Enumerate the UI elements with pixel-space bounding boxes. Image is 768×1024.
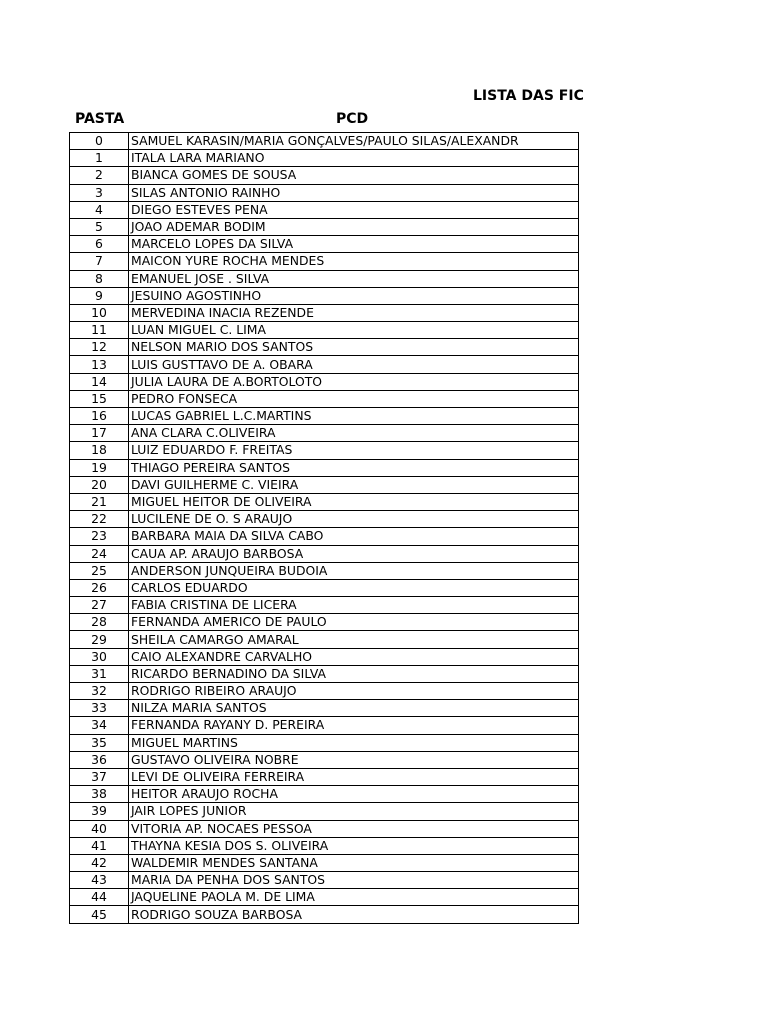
table-row <box>70 442 579 459</box>
table-row <box>70 665 579 682</box>
pasta-number-cell: 10 <box>70 304 129 321</box>
table-row <box>70 889 579 906</box>
pcd-name-cell: RODRIGO SOUZA BARBOSA <box>129 906 579 923</box>
table-row <box>70 218 579 235</box>
table-row <box>70 459 579 476</box>
pasta-number-cell: 41 <box>70 837 129 854</box>
table-row <box>70 837 579 854</box>
pasta-number-cell: 45 <box>70 906 129 923</box>
pcd-name-cell: SILAS ANTONIO RAINHO <box>129 184 579 201</box>
pcd-name-cell: LUAN MIGUEL C. LIMA <box>129 322 579 339</box>
pcd-name-cell: THAYNA KESIA DOS S. OLIVEIRA <box>129 837 579 854</box>
pcd-name-cell: DAVI GUILHERME C. VIEIRA <box>129 476 579 493</box>
pasta-number-cell: 30 <box>70 648 129 665</box>
pcd-name-cell: JULIA LAURA DE A.BORTOLOTO <box>129 373 579 390</box>
pasta-number-cell: 37 <box>70 768 129 785</box>
pcd-name-cell: NELSON MARIO DOS SANTOS <box>129 339 579 356</box>
pasta-number-cell: 42 <box>70 854 129 871</box>
pcd-name-cell: SHEILA CAMARGO AMARAL <box>129 631 579 648</box>
pcd-name-cell: CAUA AP. ARAUJO BARBOSA <box>129 545 579 562</box>
pcd-name-cell: MAICON YURE ROCHA MENDES <box>129 253 579 270</box>
pcd-name-cell: CARLOS EDUARDO <box>129 579 579 596</box>
table-row <box>70 683 579 700</box>
pcd-name-cell: EMANUEL JOSE . SILVA <box>129 270 579 287</box>
table-row <box>70 184 579 201</box>
pcd-name-cell: NILZA MARIA SANTOS <box>129 700 579 717</box>
pcd-name-cell: ITALA LARA MARIANO <box>129 150 579 167</box>
pasta-number-cell: 18 <box>70 442 129 459</box>
pcd-name-cell: ANDERSON JUNQUEIRA BUDOIA <box>129 562 579 579</box>
pasta-number-cell: 0 <box>70 133 129 150</box>
table-row <box>70 339 579 356</box>
pasta-number-cell: 23 <box>70 528 129 545</box>
table-row <box>70 150 579 167</box>
table-row <box>70 408 579 425</box>
table-row <box>70 786 579 803</box>
table-row <box>70 700 579 717</box>
pasta-number-cell: 21 <box>70 493 129 510</box>
table-row <box>70 562 579 579</box>
table-body <box>70 133 579 924</box>
pcd-name-cell: LUCILENE DE O. S ARAUJO <box>129 511 579 528</box>
pcd-name-cell: RICARDO BERNADINO DA SILVA <box>129 665 579 682</box>
table-row <box>70 579 579 596</box>
pcd-name-cell: MIGUEL MARTINS <box>129 734 579 751</box>
column-header-pcd: PCD <box>336 111 369 127</box>
pcd-name-cell: FERNANDA AMERICO DE PAULO <box>129 614 579 631</box>
pasta-number-cell: 25 <box>70 562 129 579</box>
pcd-name-cell: SAMUEL KARASIN/MARIA GONÇALVES/PAULO SILAS/ALEXANDR <box>129 133 579 150</box>
pcd-name-cell: MERVEDINA INACIA REZENDE <box>129 304 579 321</box>
pasta-number-cell: 26 <box>70 579 129 596</box>
pasta-number-cell: 1 <box>70 150 129 167</box>
fichas-table <box>69 132 579 924</box>
pasta-number-cell: 35 <box>70 734 129 751</box>
pasta-number-cell: 9 <box>70 287 129 304</box>
pasta-number-cell: 36 <box>70 751 129 768</box>
table-row <box>70 751 579 768</box>
pasta-number-cell: 39 <box>70 803 129 820</box>
table-row <box>70 356 579 373</box>
table-row <box>70 631 579 648</box>
pasta-number-cell: 3 <box>70 184 129 201</box>
pasta-number-cell: 28 <box>70 614 129 631</box>
table-row <box>70 648 579 665</box>
pasta-number-cell: 2 <box>70 167 129 184</box>
pcd-name-cell: PEDRO FONSECA <box>129 390 579 407</box>
table-row <box>70 545 579 562</box>
pcd-name-cell: LUIS GUSTTAVO DE A. OBARA <box>129 356 579 373</box>
pasta-number-cell: 19 <box>70 459 129 476</box>
table-row <box>70 614 579 631</box>
pcd-name-cell: VITORIA AP. NOCAES PESSOA <box>129 820 579 837</box>
table-row <box>70 493 579 510</box>
table-row <box>70 803 579 820</box>
pcd-name-cell: JOAO ADEMAR BODIM <box>129 218 579 235</box>
pasta-number-cell: 24 <box>70 545 129 562</box>
pcd-name-cell: LUCAS GABRIEL L.C.MARTINS <box>129 408 579 425</box>
table-row <box>70 717 579 734</box>
pasta-number-cell: 17 <box>70 425 129 442</box>
pcd-name-cell: CAIO ALEXANDRE CARVALHO <box>129 648 579 665</box>
pcd-name-cell: JAQUELINE PAOLA M. DE LIMA <box>129 889 579 906</box>
pasta-number-cell: 33 <box>70 700 129 717</box>
table-row <box>70 854 579 871</box>
table-row <box>70 287 579 304</box>
table-row <box>70 304 579 321</box>
pasta-number-cell: 29 <box>70 631 129 648</box>
pasta-number-cell: 20 <box>70 476 129 493</box>
pcd-name-cell: LEVI DE OLIVEIRA FERREIRA <box>129 768 579 785</box>
pcd-name-cell: FABIA CRISTINA DE LICERA <box>129 597 579 614</box>
table-row <box>70 872 579 889</box>
pasta-number-cell: 34 <box>70 717 129 734</box>
pasta-number-cell: 22 <box>70 511 129 528</box>
pcd-name-cell: MARCELO LOPES DA SILVA <box>129 236 579 253</box>
pcd-name-cell: DIEGO ESTEVES PENA <box>129 201 579 218</box>
pcd-name-cell: THIAGO PEREIRA SANTOS <box>129 459 579 476</box>
table-row <box>70 528 579 545</box>
pasta-number-cell: 7 <box>70 253 129 270</box>
pcd-name-cell: WALDEMIR MENDES SANTANA <box>129 854 579 871</box>
pcd-name-cell: MARIA DA PENHA DOS SANTOS <box>129 872 579 889</box>
pasta-number-cell: 13 <box>70 356 129 373</box>
pasta-number-cell: 44 <box>70 889 129 906</box>
pcd-name-cell: JESUINO AGOSTINHO <box>129 287 579 304</box>
table-row <box>70 734 579 751</box>
table-row <box>70 167 579 184</box>
pasta-number-cell: 32 <box>70 683 129 700</box>
table-row <box>70 768 579 785</box>
pasta-number-cell: 38 <box>70 786 129 803</box>
table-row <box>70 390 579 407</box>
table-row <box>70 253 579 270</box>
pasta-number-cell: 4 <box>70 201 129 218</box>
table-row <box>70 511 579 528</box>
pasta-number-cell: 31 <box>70 665 129 682</box>
table-row <box>70 373 579 390</box>
pasta-number-cell: 6 <box>70 236 129 253</box>
pasta-number-cell: 5 <box>70 218 129 235</box>
column-header-pasta: PASTA <box>75 111 125 127</box>
pasta-number-cell: 16 <box>70 408 129 425</box>
pasta-number-cell: 14 <box>70 373 129 390</box>
pcd-name-cell: HEITOR ARAUJO ROCHA <box>129 786 579 803</box>
pasta-number-cell: 15 <box>70 390 129 407</box>
table-row <box>70 597 579 614</box>
table-row <box>70 906 579 923</box>
table-row <box>70 476 579 493</box>
table-row <box>70 425 579 442</box>
pasta-number-cell: 43 <box>70 872 129 889</box>
pcd-name-cell: RODRIGO RIBEIRO ARAUJO <box>129 683 579 700</box>
table-row <box>70 133 579 150</box>
table-row <box>70 201 579 218</box>
pasta-number-cell: 11 <box>70 322 129 339</box>
table-row <box>70 270 579 287</box>
table-row <box>70 820 579 837</box>
pcd-name-cell: JAIR LOPES JUNIOR <box>129 803 579 820</box>
pcd-name-cell: LUIZ EDUARDO F. FREITAS <box>129 442 579 459</box>
pasta-number-cell: 8 <box>70 270 129 287</box>
pcd-name-cell: GUSTAVO OLIVEIRA NOBRE <box>129 751 579 768</box>
page-title: LISTA DAS FIC <box>473 88 584 104</box>
pcd-name-cell: MIGUEL HEITOR DE OLIVEIRA <box>129 493 579 510</box>
table-row <box>70 322 579 339</box>
table-row <box>70 236 579 253</box>
pcd-name-cell: FERNANDA RAYANY D. PEREIRA <box>129 717 579 734</box>
pasta-number-cell: 40 <box>70 820 129 837</box>
pasta-number-cell: 12 <box>70 339 129 356</box>
pcd-name-cell: ANA CLARA C.OLIVEIRA <box>129 425 579 442</box>
pcd-name-cell: BARBARA MAIA DA SILVA CABO <box>129 528 579 545</box>
pcd-name-cell: BIANCA GOMES DE SOUSA <box>129 167 579 184</box>
pasta-number-cell: 27 <box>70 597 129 614</box>
